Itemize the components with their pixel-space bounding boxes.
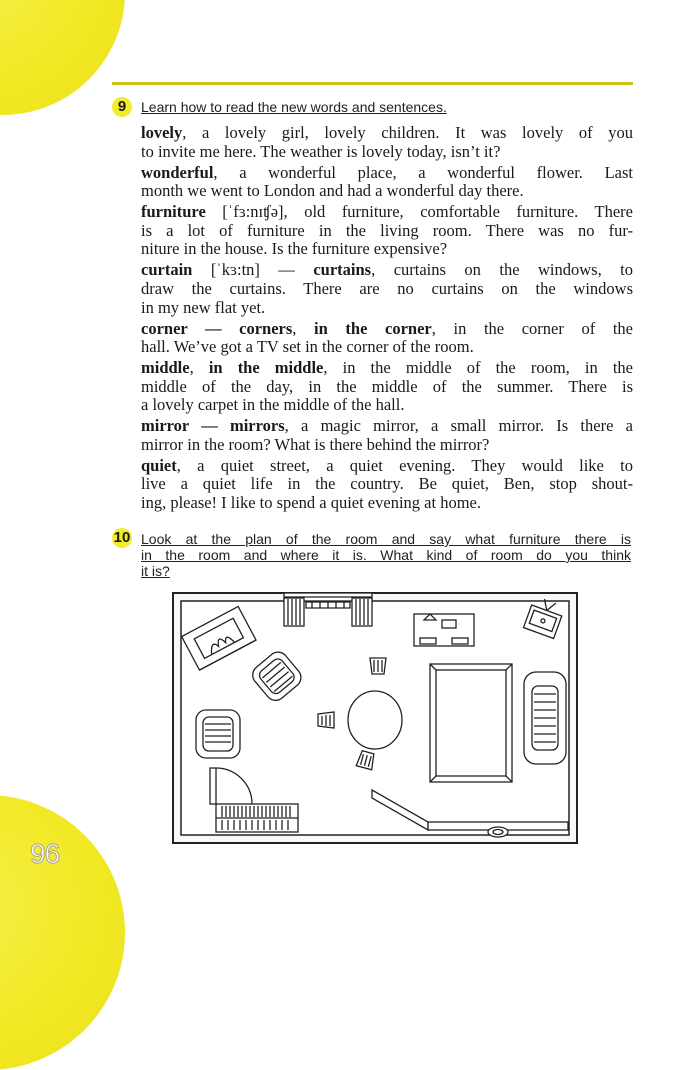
chair-top <box>370 658 386 674</box>
carpet <box>430 664 512 782</box>
vocabulary-entries <box>141 124 633 515</box>
pouffe <box>488 827 508 837</box>
entry-line: middle, in the middle, in the middle of the room, in the <box>141 359 633 378</box>
chair-left <box>318 712 334 728</box>
armchair-left <box>196 710 240 758</box>
vocabulary-entry-wonderful <box>141 164 633 201</box>
exercise-9-instruction: Learn how to read the new words and sentences. <box>141 99 447 115</box>
entry-line: is a lot of furniture in the living room. There was no fur- <box>141 221 633 240</box>
bookcase <box>216 804 298 832</box>
vocabulary-entry-furniture <box>141 203 633 259</box>
entry-line: lovely, a lovely girl, lovely children. It was lovely of you <box>141 124 633 142</box>
entry-line: middle of the day, in the middle of the summer. There is <box>141 377 633 396</box>
exercise-10-instruction <box>141 531 631 579</box>
vocabulary-entry-mirror <box>141 417 633 454</box>
sofa <box>524 672 566 764</box>
entry-line: live a quiet life in the country. Be quiet, Ben, stop shout- <box>141 475 633 494</box>
writing-desk <box>414 614 474 646</box>
entry-line: to invite me here. The weather is lovely today, isn’t it? <box>141 142 501 161</box>
instruction-line: it is? <box>141 563 170 579</box>
entry-line: month we went to London and had a wonderful day there. <box>141 182 524 201</box>
entry-line: mirror — mirrors, a magic mirror, a small mirror. Is there a <box>141 417 633 436</box>
decorative-circle-bottom <box>0 795 125 1070</box>
entry-line: ing, please! I like to spend a quiet evening at home. <box>141 494 481 513</box>
entry-line: niture in the house. Is the furniture expensive? <box>141 240 448 259</box>
room-plan <box>172 592 578 844</box>
instruction-line: in the room and where it is. What kind of room do you think <box>141 547 631 563</box>
entry-line: draw the curtains. There are no curtains on the windows <box>141 279 633 298</box>
vocabulary-entry-corner <box>141 320 633 357</box>
entry-line: wonderful, a wonderful place, a wonderful flower. Last <box>141 163 633 182</box>
instruction-line: Look at the plan of the room and say what furniture there is <box>141 531 631 547</box>
decorative-circle-top <box>0 0 125 115</box>
vocabulary-entry-curtain <box>141 261 633 317</box>
exercise-9-number: 9 <box>112 97 132 117</box>
entry-line: quiet, a quiet street, a quiet evening. They would like to <box>141 456 633 475</box>
page-number: 96 <box>30 838 60 869</box>
entry-line: curtain [ˈkɜ:tn] — curtains, curtains on the windows, to <box>141 261 633 280</box>
vocabulary-entry-quiet <box>141 457 633 513</box>
vocabulary-entry-middle <box>141 359 633 415</box>
top-rule <box>112 82 633 85</box>
entry-line: hall. We’ve got a TV set in the corner of the room. <box>141 338 474 357</box>
vocabulary-entry-lovely <box>141 124 633 161</box>
entry-line: a lovely carpet in the middle of the hall. <box>141 396 405 415</box>
round-table <box>348 691 402 749</box>
exercise-10-number: 10 <box>113 529 131 546</box>
entry-line: mirror in the room? What is there behind the mirror? <box>141 435 490 454</box>
entry-line: furniture [ˈfɜ:nɪʧə], old furniture, comfortable furniture. There <box>141 203 633 222</box>
entry-line: corner — corners, in the corner, in the corner of the <box>141 319 633 338</box>
entry-line: in my new flat yet. <box>141 298 266 317</box>
